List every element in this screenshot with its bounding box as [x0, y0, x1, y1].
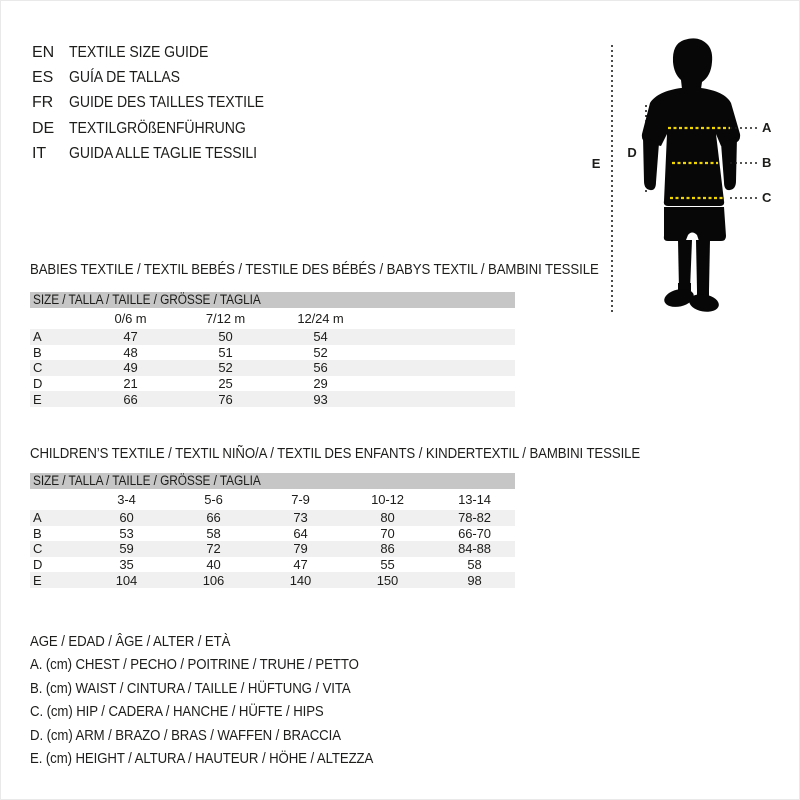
- table-cell: 21: [123, 376, 138, 392]
- table-cell: 59: [119, 541, 134, 557]
- legend-line-age: [30, 630, 420, 653]
- column-header: 7/12 m: [205, 311, 246, 326]
- language-code: DE: [32, 119, 55, 137]
- table-cell: 52: [218, 360, 233, 376]
- table-cell: 140: [289, 572, 312, 588]
- column-header: 5-6: [204, 492, 223, 507]
- table-cell: 58: [206, 525, 221, 541]
- table-cell: 78-82: [458, 510, 491, 526]
- legend-line-hip: [30, 700, 420, 723]
- babies-title-text: BABIES TEXTILE / TEXTIL BEBÉS / TESTILE DES BÉBÉS / BABYS TEXTIL / BAMBINI TESSILE: [30, 261, 599, 278]
- row-label: B: [33, 525, 42, 541]
- babies-size-table: [30, 292, 515, 407]
- language-code: ES: [32, 69, 54, 87]
- table-cell: 86: [380, 541, 395, 557]
- language-code: FR: [32, 94, 54, 112]
- legend-text: E. (cm) HEIGHT / ALTURA / HAUTEUR / HÖHE / ALTEZZA: [30, 749, 374, 767]
- column-header-row: [30, 308, 515, 329]
- legend-text: C. (cm) HIP / CADERA / HANCHE / HÜFTE / HIPS: [30, 703, 324, 721]
- table-cell: 76: [218, 391, 233, 407]
- legend-text: A. (cm) CHEST / PECHO / POITRINE / TRUHE / PETTO: [30, 656, 359, 674]
- table-cell: 66: [123, 391, 138, 407]
- row-label: A: [33, 329, 42, 345]
- language-title: TEXTILE SIZE GUIDE: [69, 43, 209, 61]
- column-header: 10-12: [371, 492, 404, 507]
- language-row: [32, 116, 291, 141]
- table-cell: 73: [293, 510, 308, 526]
- language-row: [32, 65, 291, 90]
- row-label: A: [33, 510, 42, 526]
- table-cell: 80: [380, 510, 395, 526]
- table-cell: 106: [202, 572, 225, 588]
- table-cell: 54: [313, 329, 328, 345]
- legend-text: B. (cm) WAIST / CINTURA / TAILLE / HÜFTUNG / VITA: [30, 679, 351, 697]
- row-label: E: [33, 572, 42, 588]
- legend-line-chest: [30, 653, 420, 676]
- table-cell: 79: [293, 541, 308, 557]
- table-cell: 49: [123, 360, 138, 376]
- language-row: [32, 142, 291, 167]
- table-cell: 58: [467, 557, 482, 573]
- legend-text: D. (cm) ARM / BRAZO / BRAS / WAFFEN / BRACCIA: [30, 726, 341, 744]
- size-header-band: [30, 292, 515, 308]
- table-cell: 25: [218, 376, 233, 392]
- legend-text: AGE / EDAD / ÂGE / ALTER / ETÀ: [30, 633, 231, 650]
- legend-line-waist: [30, 677, 420, 700]
- row-label: D: [33, 557, 43, 573]
- table-cell: 35: [119, 557, 134, 573]
- table-row: [30, 526, 515, 542]
- table-row: [30, 345, 515, 361]
- children-title-text: CHILDREN’S TEXTILE / TEXTIL NIÑO/A / TEXTIL DES ENFANTS / KINDERTEXTIL / BAMBINI TESSILE: [30, 445, 641, 462]
- table-cell: 66: [206, 510, 221, 526]
- table-row: [30, 557, 515, 573]
- table-row: [30, 391, 515, 407]
- table-cell: 150: [376, 572, 399, 588]
- column-header: 7-9: [291, 492, 310, 507]
- table-row: [30, 572, 515, 588]
- table-cell: 47: [293, 557, 308, 573]
- row-label: D: [33, 376, 43, 392]
- column-header: 3-4: [117, 492, 136, 507]
- table-cell: 50: [218, 329, 233, 345]
- legend-line-arm: [30, 724, 420, 747]
- language-code: IT: [32, 145, 47, 163]
- row-label: C: [33, 541, 43, 557]
- table-cell: 104: [115, 572, 138, 588]
- language-row: [32, 40, 291, 65]
- table-cell: 60: [119, 510, 134, 526]
- measure-label-hip: C: [762, 190, 772, 205]
- size-header-text: SIZE / TALLA / TAILLE / GRÖSSE / TAGLIA: [33, 473, 261, 488]
- column-header: 13-14: [458, 492, 491, 507]
- language-row: [32, 91, 291, 116]
- column-header: 0/6 m: [114, 311, 147, 326]
- size-header-band: [30, 473, 515, 489]
- table-row: [30, 329, 515, 345]
- table-cell: 51: [218, 344, 233, 360]
- measure-label-waist: B: [762, 155, 772, 170]
- table-cell: 72: [206, 541, 221, 557]
- table-cell: 98: [467, 572, 482, 588]
- measurement-legend: [30, 630, 420, 770]
- table-cell: 70: [380, 525, 395, 541]
- table-row: [30, 541, 515, 557]
- table-cell: 93: [313, 391, 328, 407]
- table-cell: 53: [119, 525, 134, 541]
- language-code: EN: [32, 43, 55, 61]
- table-cell: 40: [206, 557, 221, 573]
- table-row: [30, 376, 515, 392]
- babies-section-title: [30, 261, 676, 278]
- table-cell: 64: [293, 525, 308, 541]
- row-label: B: [33, 344, 42, 360]
- size-header-text: SIZE / TALLA / TAILLE / GRÖSSE / TAGLIA: [33, 292, 261, 307]
- table-cell: 55: [380, 557, 395, 573]
- language-title: GUÍA DE TALLAS: [69, 69, 180, 87]
- table-cell: 84-88: [458, 541, 491, 557]
- row-label: C: [33, 360, 43, 376]
- children-section-title: [30, 445, 723, 462]
- table-cell: 66-70: [458, 525, 491, 541]
- language-title: GUIDA ALLE TAGLIE TESSILI: [69, 145, 257, 163]
- language-title: GUIDE DES TAILLES TEXTILE: [69, 94, 265, 112]
- language-title-list: [32, 40, 291, 167]
- row-label: E: [33, 391, 42, 407]
- table-cell: 29: [313, 376, 328, 392]
- table-cell: 48: [123, 344, 138, 360]
- legend-line-height: [30, 747, 420, 770]
- column-header-row: [30, 489, 515, 510]
- column-header: 12/24 m: [297, 311, 344, 326]
- children-size-table: [30, 473, 515, 588]
- measure-label-chest: A: [762, 120, 772, 135]
- table-row: [30, 360, 515, 376]
- table-row: [30, 510, 515, 526]
- language-title: TEXTILGRÖßENFÜHRUNG: [69, 119, 246, 137]
- measure-label-height: E: [591, 156, 601, 171]
- table-cell: 56: [313, 360, 328, 376]
- table-cell: 52: [313, 344, 328, 360]
- measure-label-arm: D: [627, 145, 637, 160]
- table-cell: 47: [123, 329, 138, 345]
